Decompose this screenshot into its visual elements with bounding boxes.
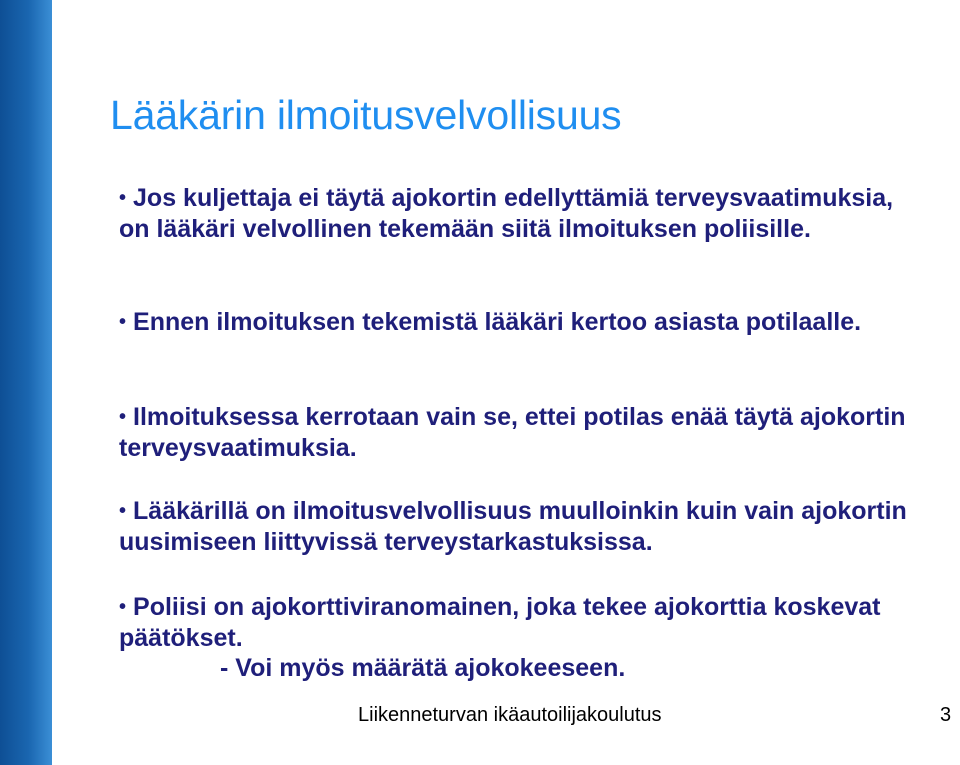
bullet-text: Lääkärillä on ilmoitusvelvollisuus muulloinkin kuin vain ajokortin uusimiseen liittyvissä terveystarkastuksissa. [119, 497, 907, 556]
bullet-dot-icon: • [119, 596, 127, 618]
bullet-item [119, 308, 909, 339]
bullet-dot-icon: • [119, 500, 127, 522]
bullet-dot-icon: • [119, 406, 127, 428]
slide-title: Lääkärin ilmoitusvelvollisuus [110, 92, 622, 138]
footer-text: Liikenneturvan ikäautoilijakoulutus [358, 704, 662, 726]
page-number: 3 [940, 704, 952, 726]
bullet-item [119, 403, 909, 463]
bullet-item [119, 593, 909, 653]
bullet-text: Ilmoituksessa kerrotaan vain se, ettei potilas enää täytä ajokortin terveysvaatimuksia. [119, 403, 906, 462]
bullet-item [119, 184, 909, 244]
bullet-text: Ennen ilmoituksen tekemistä lääkäri kertoo asiasta potilaalle. [133, 308, 862, 336]
bullet-dot-icon: • [119, 311, 127, 333]
bullet-dot-icon: • [119, 187, 127, 209]
bullet-text: Jos kuljettaja ei täytä ajokortin edellyttämiä terveysvaatimuksia, on lääkäri velvollinen tekemään siitä ilmoituksen poliisille. [119, 184, 894, 243]
sub-item-text: - Voi myös määrätä ajokokeeseen. [220, 654, 626, 682]
bullet-item [119, 497, 909, 557]
bullet-text: Poliisi on ajokorttiviranomainen, joka tekee ajokorttia koskevat päätökset. [119, 593, 881, 652]
left-decorative-band [0, 0, 52, 765]
